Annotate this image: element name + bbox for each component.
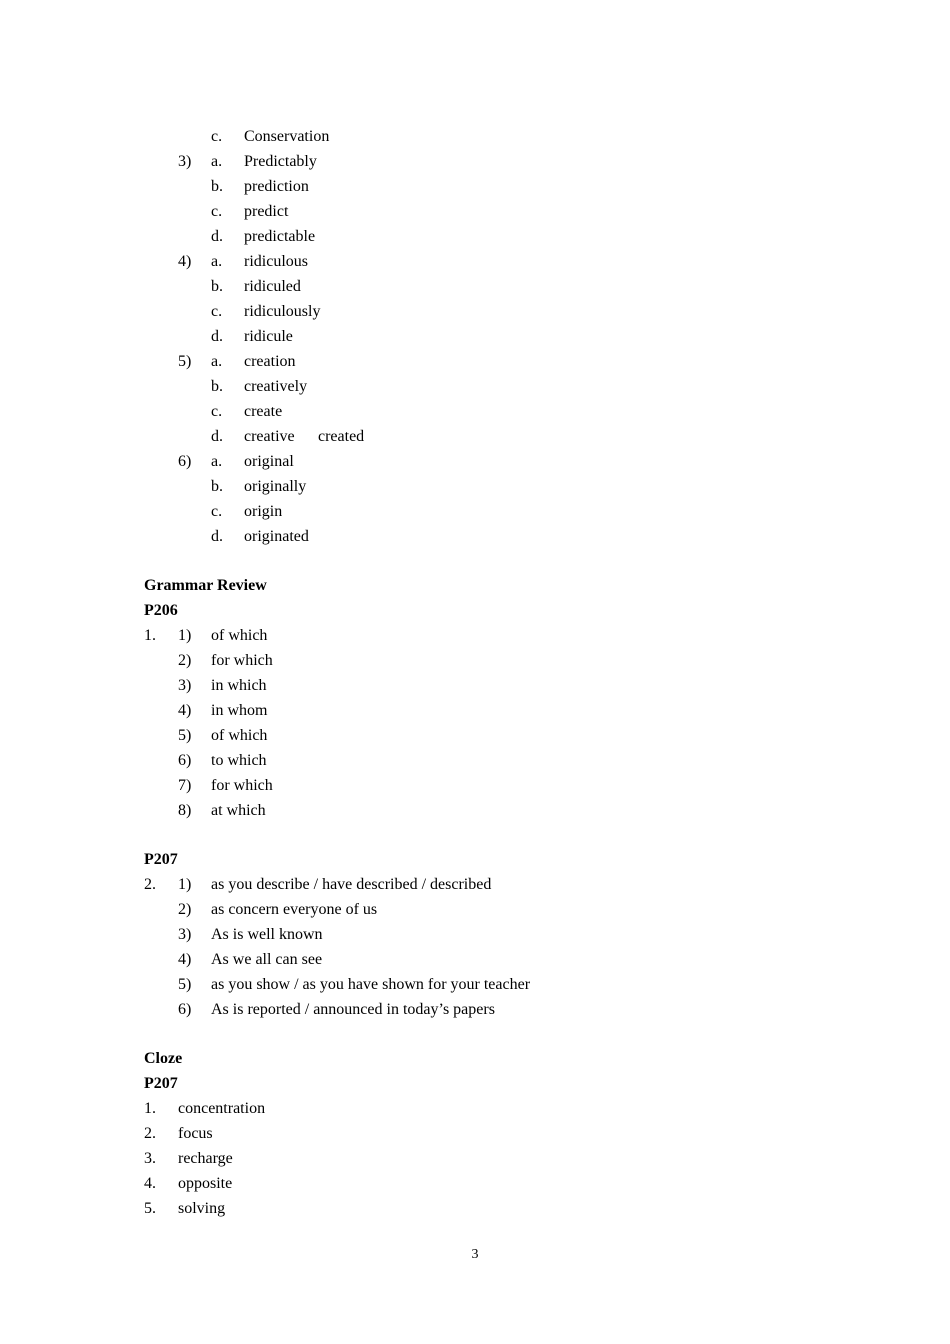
item-number: 5) [178,727,192,744]
answer-text: of which [211,627,268,644]
item-number: 8) [178,802,192,819]
option-word: creatively [244,378,308,395]
item-number: 7) [178,777,192,794]
option-word: ridiculously [244,303,321,320]
item-number: 6) [178,752,192,769]
option-word: Predictably [244,153,317,170]
option-word: Conservation [244,128,330,145]
option-letter: d. [211,528,223,545]
section-heading-grammar: Grammar Review [144,577,267,594]
option-letter: c. [211,503,223,520]
answer-text: As we all can see [211,951,323,968]
option-word: originally [244,478,307,495]
item-number: 5. [144,1200,156,1217]
option-letter: c. [211,403,223,420]
option-letter: b. [211,378,223,395]
item-number: 4) [178,702,192,719]
answer-text: solving [178,1200,226,1217]
item-number: 5) [178,353,192,370]
item-number: 2) [178,901,192,918]
item-number: 1) [178,627,192,644]
answer-text: recharge [178,1150,233,1167]
option-letter: d. [211,228,223,245]
option-word: origin [244,503,283,520]
answer-text: As is reported / announced in today’s papers [211,1001,495,1018]
item-number: 3. [144,1150,156,1167]
option-letter: a. [211,153,223,170]
option-word: creative [244,428,295,445]
option-word: ridiculed [244,278,301,295]
option-word: creation [244,353,296,370]
answer-text: at which [211,802,266,819]
option-letter: b. [211,178,223,195]
item-number: 4) [178,951,192,968]
answer-text: opposite [178,1175,233,1192]
option-word: ridicule [244,328,293,345]
answer-text: as concern everyone of us [211,901,378,918]
option-letter: d. [211,328,223,345]
option-letter: c. [211,203,223,220]
page-reference: P207 [144,1075,178,1092]
answer-text: as you describe / have described / described [211,876,492,893]
item-number: 3) [178,926,192,943]
item-number: 6) [178,1001,192,1018]
option-letter: c. [211,128,223,145]
item-number: 5) [178,976,192,993]
option-letter: a. [211,253,223,270]
option-letter: b. [211,278,223,295]
item-number: 3) [178,677,192,694]
option-letter: a. [211,453,223,470]
item-number: 1. [144,1100,156,1117]
answer-text: in which [211,677,267,694]
option-word: prediction [244,178,309,195]
answer-text: of which [211,727,268,744]
answer-text: concentration [178,1100,266,1117]
answer-text: for which [211,652,273,669]
item-number: 1) [178,876,192,893]
page-number: 3 [471,1247,479,1262]
item-number: 4) [178,253,192,270]
option-letter: a. [211,353,223,370]
option-word: predictable [244,228,316,245]
answer-text: for which [211,777,273,794]
option-letter: d. [211,428,223,445]
exercise-number: 2. [144,876,156,893]
option-letter: c. [211,303,223,320]
answer-text: As is well known [211,926,323,943]
option-word: ridiculous [244,253,308,270]
option-word: predict [244,203,289,220]
option-word: create [244,403,283,420]
item-number: 4. [144,1175,156,1192]
page-reference: P207 [144,851,178,868]
item-number: 3) [178,153,192,170]
option-word: original [244,453,294,470]
item-number: 2. [144,1125,156,1142]
option-word: originated [244,528,309,545]
section-heading-cloze: Cloze [144,1050,183,1067]
item-number: 2) [178,652,192,669]
handwritten-correction: created [318,428,365,445]
answer-text: as you show / as you have shown for your teacher [211,976,531,993]
item-number: 6) [178,453,192,470]
exercise-number: 1. [144,627,156,644]
answer-text: focus [178,1125,213,1142]
answer-text: in whom [211,702,268,719]
answer-text: to which [211,752,267,769]
page-reference: P206 [144,602,178,619]
option-letter: b. [211,478,223,495]
